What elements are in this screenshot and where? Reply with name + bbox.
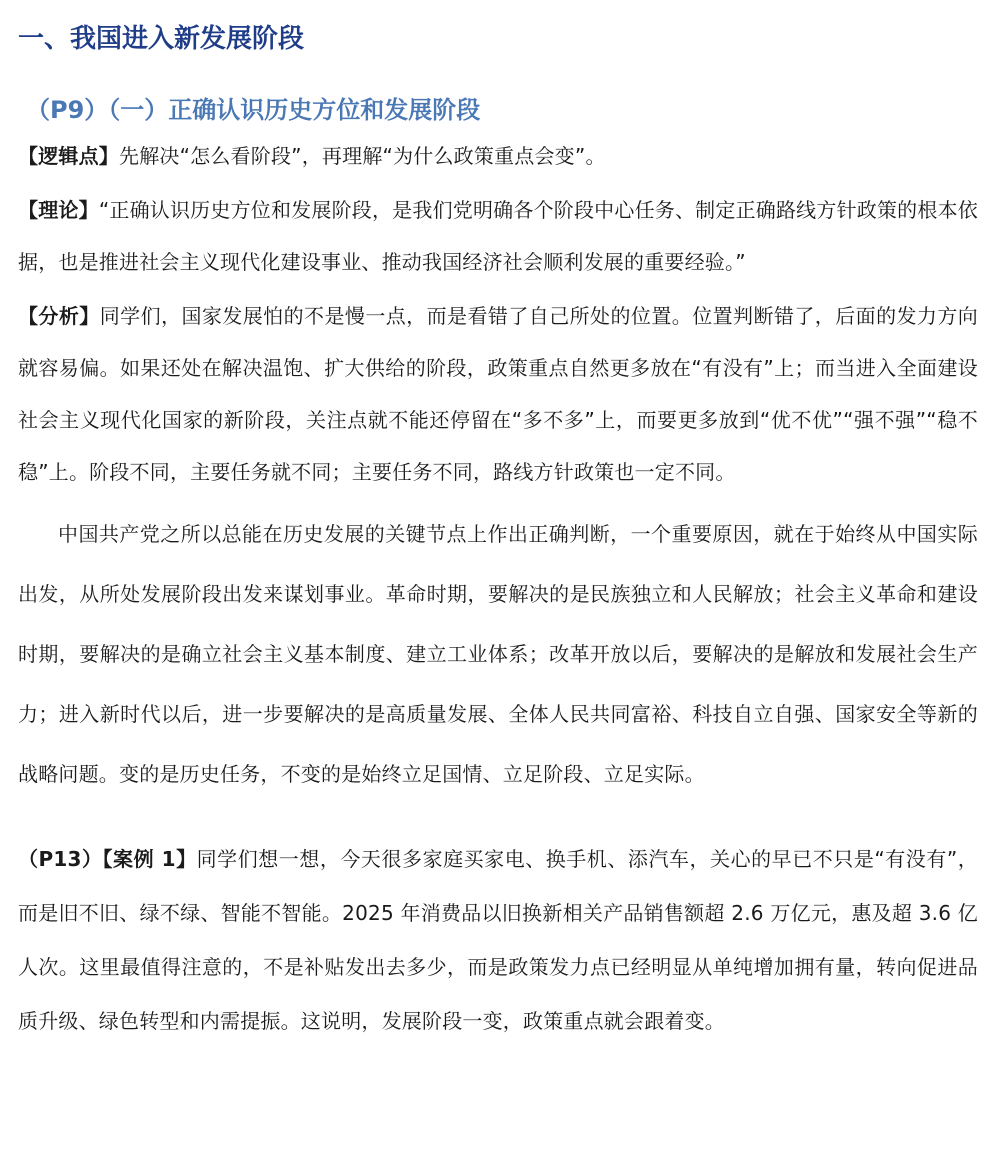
theory-tag: 【理论】	[18, 198, 99, 222]
case1-page-ref: （P13）	[18, 847, 103, 871]
theory-paragraph	[18, 184, 978, 288]
analysis-paragraph	[18, 290, 978, 498]
logic-paragraph	[18, 136, 978, 176]
logic-tag: 【逻辑点】	[18, 144, 119, 168]
case1-tag: 【案例 1】	[102, 847, 197, 871]
subsection-title: （P9）（一）正确认识历史方位和发展阶段	[26, 96, 481, 124]
analysis-tag: 【分析】	[18, 304, 100, 328]
logic-text: 先解决“怎么看阶段”，再理解“为什么政策重点会变”。	[119, 144, 606, 168]
case1-paragraph	[18, 832, 978, 1048]
analysis-text: 同学们，国家发展怕的不是慢一点，而是看错了自己所处的位置。位置判断错了，后面的发力方向就容易偏。如果还处在解决温饱、扩大供给的阶段，政策重点自然更多放在“有没有”上；而当进入全面建设社会主义现代化国家的新阶段，关注点就不能还停留在“多不多”上，而要更多放到“优不优”“强不强”“稳不稳”上。阶段不同，主要任务就不同；主要任务不同，路线方针政策也一定不同。	[18, 304, 978, 484]
case1-text: 同学们想一想，今天很多家庭买家电、换手机、添汽车，关心的早已不只是“有没有”，而是旧不旧、绿不绿、智能不智能。2025 年消费品以旧换新相关产品销售额超 2.6 万亿元，惠及超 3.6 亿人次。这里最值得注意的，不是补贴发出去多少，而是政策发力点已经明显从单纯增加拥有量，转向促进品质升级、绿色转型和内需提振。这说明，发展阶段一变，政策重点就会跟着变。	[18, 847, 978, 1033]
theory-text: “正确认识历史方位和发展阶段，是我们党明确各个阶段中心任务、制定正确路线方针政策的根本依据，也是推进社会主义现代化建设事业、推动我国经济社会顺利发展的重要经验。”	[18, 198, 978, 274]
history-paragraph: 中国共产党之所以总能在历史发展的关键节点上作出正确判断，一个重要原因，就在于始终从中国实际出发，从所处发展阶段出发来谋划事业。革命时期，要解决的是民族独立和人民解放；社会主义革命和建设时期，要解决的是确立社会主义基本制度、建立工业体系；改革开放以后，要解决的是解放和发展社会生产力；进入新时代以后，进一步要解决的是高质量发展、全体人民共同富裕、科技自立自强、国家安全等新的战略问题。变的是历史任务，不变的是始终立足国情、立足阶段、立足实际。	[18, 522, 978, 786]
section-title: 一、我国进入新发展阶段	[18, 24, 305, 54]
